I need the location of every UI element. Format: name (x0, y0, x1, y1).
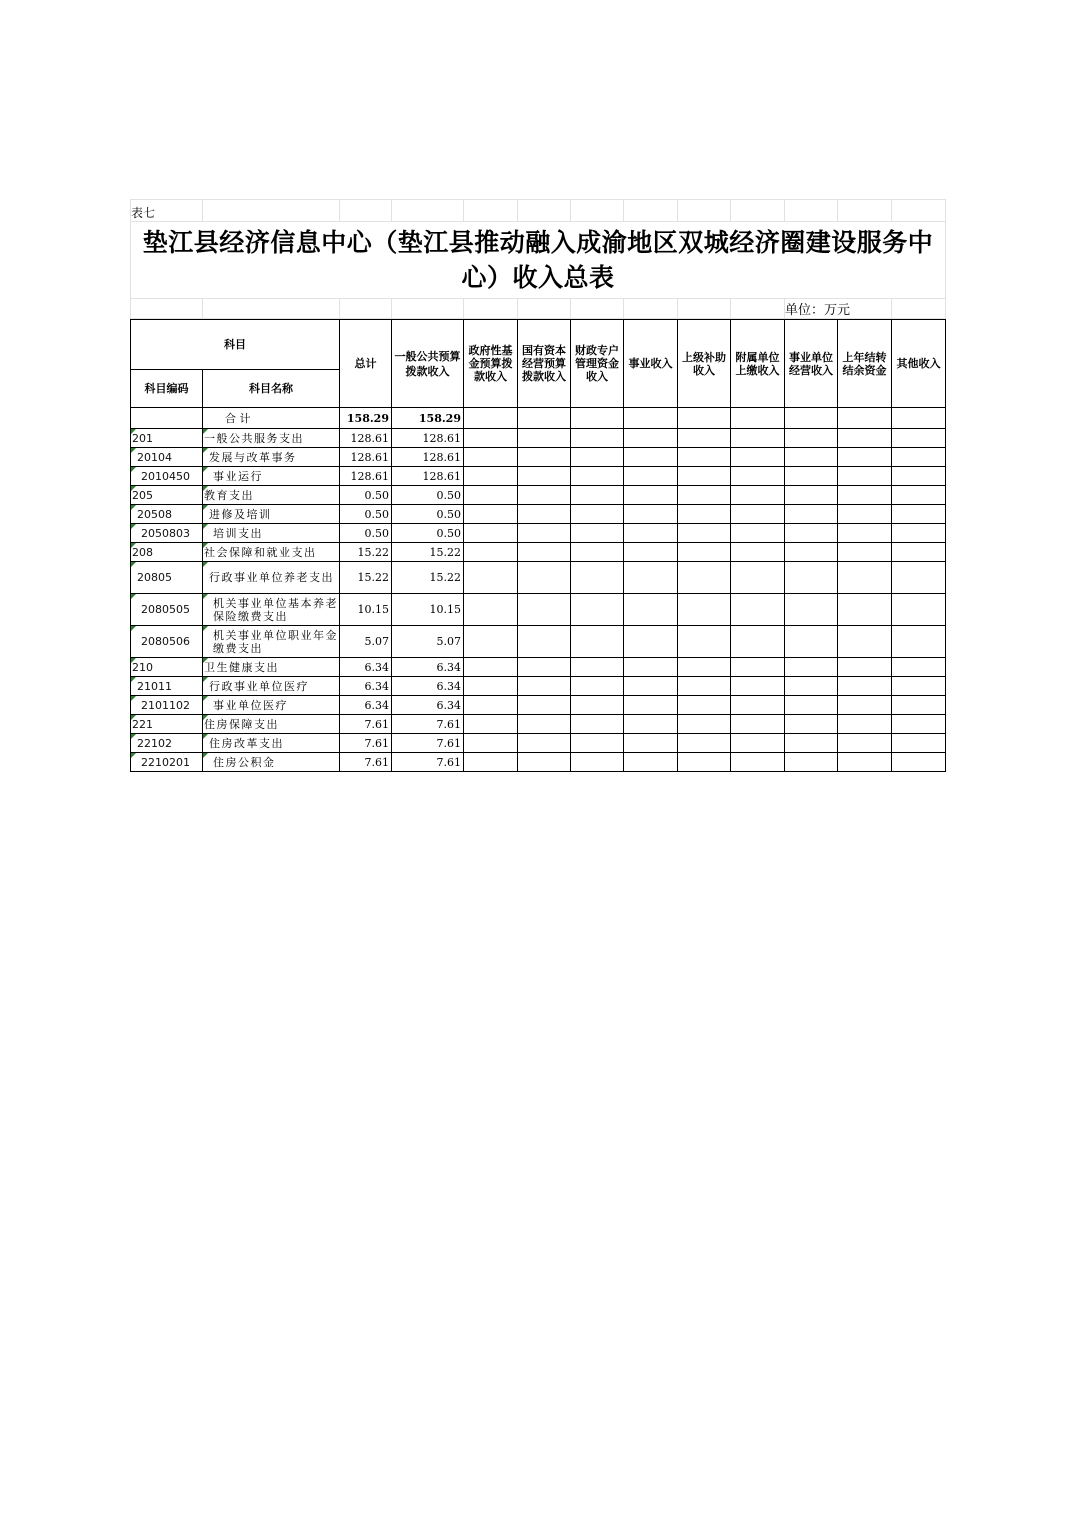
row-code: 2210201 (131, 753, 203, 772)
row-empty-cell (518, 562, 571, 594)
row-empty-cell (571, 524, 624, 543)
row-empty-cell (892, 753, 946, 772)
row-empty-cell (731, 562, 785, 594)
row-code: 2080506 (131, 626, 203, 658)
row-general: 5.07 (392, 626, 464, 658)
row-empty-cell (518, 486, 571, 505)
row-empty-cell (785, 696, 838, 715)
row-code: 205 (131, 486, 203, 505)
row-empty-cell (678, 543, 731, 562)
row-general: 6.34 (392, 658, 464, 677)
row-name: 机关事业单位职业年金缴费支出 (203, 626, 340, 658)
row-empty-cell (785, 658, 838, 677)
row-empty-cell (571, 696, 624, 715)
row-empty-cell (678, 696, 731, 715)
row-empty-cell (678, 467, 731, 486)
row-empty-cell (892, 734, 946, 753)
row-empty-cell (624, 505, 678, 524)
row-code: 2101102 (131, 696, 203, 715)
row-empty-cell (785, 594, 838, 626)
row-empty-cell (892, 715, 946, 734)
row-general: 6.34 (392, 677, 464, 696)
row-empty-cell (678, 658, 731, 677)
header-subject-code: 科目编码 (131, 370, 203, 408)
row-empty-cell (838, 562, 892, 594)
total-general: 158.29 (392, 408, 464, 429)
row-empty-cell (785, 626, 838, 658)
row-empty-cell (571, 734, 624, 753)
row-empty-cell (571, 562, 624, 594)
row-empty-cell (785, 486, 838, 505)
row-total: 128.61 (340, 467, 392, 486)
row-empty-cell (464, 429, 518, 448)
row-empty-cell (464, 594, 518, 626)
row-general: 15.22 (392, 562, 464, 594)
table-row (131, 543, 946, 562)
row-empty-cell (892, 562, 946, 594)
row-empty-cell (785, 448, 838, 467)
table-row (131, 429, 946, 448)
row-empty-cell (678, 715, 731, 734)
row-empty-cell (571, 594, 624, 626)
row-name: 住房保障支出 (203, 715, 340, 734)
row-empty-cell (518, 715, 571, 734)
row-empty-cell (571, 753, 624, 772)
row-empty-cell (892, 543, 946, 562)
row-name: 住房公积金 (203, 753, 340, 772)
row-empty-cell (892, 658, 946, 677)
table-row (131, 448, 946, 467)
row-empty-cell (838, 505, 892, 524)
row-empty-cell (518, 505, 571, 524)
row-empty-cell (838, 696, 892, 715)
row-empty-cell (571, 626, 624, 658)
row-empty-cell (838, 715, 892, 734)
row-empty-cell (624, 753, 678, 772)
row-empty-cell (731, 543, 785, 562)
row-empty-cell (518, 658, 571, 677)
row-total: 7.61 (340, 715, 392, 734)
header-subject-name: 科目名称 (203, 370, 340, 408)
row-empty-cell (624, 715, 678, 734)
row-empty-cell (624, 429, 678, 448)
row-empty-cell (464, 543, 518, 562)
row-empty-cell (785, 429, 838, 448)
row-empty-cell (571, 505, 624, 524)
row-empty-cell (785, 467, 838, 486)
row-empty-cell (678, 448, 731, 467)
table-title: 垫江县经济信息中心（垫江县推动融入成渝地区双城经济圈建设服务中心）收入总表 (131, 222, 946, 299)
row-name: 住房改革支出 (203, 734, 340, 753)
row-empty-cell (785, 524, 838, 543)
row-empty-cell (785, 753, 838, 772)
row-general: 7.61 (392, 734, 464, 753)
row-empty-cell (518, 429, 571, 448)
row-empty-cell (464, 734, 518, 753)
row-empty-cell (624, 467, 678, 486)
row-empty-cell (464, 715, 518, 734)
row-empty-cell (785, 734, 838, 753)
row-name: 培训支出 (203, 524, 340, 543)
row-total: 0.50 (340, 486, 392, 505)
row-empty-cell (838, 467, 892, 486)
row-empty-cell (518, 594, 571, 626)
row-empty-cell (624, 562, 678, 594)
table-row (131, 524, 946, 543)
header-gov-fund: 政府性基金预算拨款收入 (464, 320, 518, 408)
row-empty-cell (731, 696, 785, 715)
header-unit-operation: 事业单位经营收入 (785, 320, 838, 408)
row-empty-cell (571, 467, 624, 486)
row-empty-cell (785, 543, 838, 562)
row-empty-cell (571, 486, 624, 505)
row-empty-cell (731, 715, 785, 734)
row-empty-cell (624, 543, 678, 562)
row-empty-cell (838, 753, 892, 772)
row-empty-cell (838, 524, 892, 543)
row-empty-cell (838, 734, 892, 753)
row-code: 201 (131, 429, 203, 448)
row-name: 行政事业单位医疗 (203, 677, 340, 696)
income-table (130, 319, 946, 772)
row-total: 5.07 (340, 626, 392, 658)
row-general: 0.50 (392, 505, 464, 524)
row-general: 128.61 (392, 467, 464, 486)
row-name: 行政事业单位养老支出 (203, 562, 340, 594)
row-empty-cell (571, 543, 624, 562)
row-empty-cell (678, 562, 731, 594)
header-affiliated-unit: 附属单位上缴收入 (731, 320, 785, 408)
row-general: 0.50 (392, 524, 464, 543)
row-empty-cell (518, 524, 571, 543)
row-total: 6.34 (340, 677, 392, 696)
row-code: 210 (131, 658, 203, 677)
row-empty-cell (731, 486, 785, 505)
row-empty-cell (571, 448, 624, 467)
row-general: 0.50 (392, 486, 464, 505)
row-general: 7.61 (392, 715, 464, 734)
table-row (131, 734, 946, 753)
row-empty-cell (892, 429, 946, 448)
row-empty-cell (838, 543, 892, 562)
row-total: 128.61 (340, 448, 392, 467)
row-code: 20805 (131, 562, 203, 594)
row-empty-cell (892, 524, 946, 543)
row-empty-cell (518, 677, 571, 696)
total-total: 158.29 (340, 408, 392, 429)
row-empty-cell (464, 677, 518, 696)
row-empty-cell (624, 734, 678, 753)
row-total: 15.22 (340, 562, 392, 594)
row-empty-cell (571, 658, 624, 677)
row-empty-cell (731, 658, 785, 677)
header-business-income: 事业收入 (624, 320, 678, 408)
table-row (131, 753, 946, 772)
row-empty-cell (571, 715, 624, 734)
row-empty-cell (785, 677, 838, 696)
row-total: 7.61 (340, 734, 392, 753)
row-code: 2050803 (131, 524, 203, 543)
total-label: 合 计 (203, 408, 340, 429)
table-row (131, 658, 946, 677)
row-empty-cell (678, 753, 731, 772)
row-code: 22102 (131, 734, 203, 753)
table-row (131, 626, 946, 658)
row-empty-cell (678, 505, 731, 524)
row-empty-cell (518, 467, 571, 486)
row-empty-cell (892, 448, 946, 467)
row-name: 发展与改革事务 (203, 448, 340, 467)
table-row (131, 594, 946, 626)
header-fiscal-account: 财政专户管理资金收入 (571, 320, 624, 408)
row-empty-cell (838, 677, 892, 696)
row-empty-cell (838, 429, 892, 448)
row-empty-cell (518, 696, 571, 715)
row-code: 21011 (131, 677, 203, 696)
row-total: 15.22 (340, 543, 392, 562)
row-general: 6.34 (392, 696, 464, 715)
row-empty-cell (785, 505, 838, 524)
row-empty-cell (624, 677, 678, 696)
header-total: 总计 (340, 320, 392, 408)
table-row (131, 715, 946, 734)
row-code: 2010450 (131, 467, 203, 486)
row-empty-cell (464, 524, 518, 543)
row-empty-cell (464, 467, 518, 486)
row-total: 0.50 (340, 524, 392, 543)
row-empty-cell (571, 429, 624, 448)
row-general: 128.61 (392, 429, 464, 448)
row-code: 20104 (131, 448, 203, 467)
row-empty-cell (624, 448, 678, 467)
row-empty-cell (464, 486, 518, 505)
row-empty-cell (731, 467, 785, 486)
row-empty-cell (892, 486, 946, 505)
row-empty-cell (731, 626, 785, 658)
row-empty-cell (624, 658, 678, 677)
row-empty-cell (464, 448, 518, 467)
row-total: 6.34 (340, 696, 392, 715)
row-empty-cell (892, 696, 946, 715)
row-code: 208 (131, 543, 203, 562)
row-empty-cell (518, 626, 571, 658)
table-row (131, 696, 946, 715)
row-empty-cell (518, 753, 571, 772)
row-empty-cell (731, 734, 785, 753)
row-empty-cell (731, 429, 785, 448)
row-empty-cell (892, 505, 946, 524)
row-empty-cell (624, 524, 678, 543)
row-code: 20508 (131, 505, 203, 524)
row-name: 事业运行 (203, 467, 340, 486)
row-empty-cell (785, 562, 838, 594)
row-empty-cell (731, 677, 785, 696)
row-general: 10.15 (392, 594, 464, 626)
sheet-label: 表七 (131, 200, 203, 222)
row-empty-cell (892, 626, 946, 658)
table-row (131, 677, 946, 696)
row-code: 2080505 (131, 594, 203, 626)
header-subject-group: 科目 (131, 320, 340, 370)
table-row (131, 467, 946, 486)
row-name: 进修及培训 (203, 505, 340, 524)
row-empty-cell (464, 505, 518, 524)
row-name: 教育支出 (203, 486, 340, 505)
row-empty-cell (624, 696, 678, 715)
row-total: 128.61 (340, 429, 392, 448)
row-code: 221 (131, 715, 203, 734)
row-empty-cell (731, 594, 785, 626)
row-name: 卫生健康支出 (203, 658, 340, 677)
row-empty-cell (571, 677, 624, 696)
row-total: 7.61 (340, 753, 392, 772)
table-row (131, 562, 946, 594)
row-empty-cell (731, 505, 785, 524)
row-empty-cell (731, 753, 785, 772)
row-empty-cell (892, 467, 946, 486)
row-general: 7.61 (392, 753, 464, 772)
table-row (131, 486, 946, 505)
row-empty-cell (464, 626, 518, 658)
row-general: 15.22 (392, 543, 464, 562)
row-total: 0.50 (340, 505, 392, 524)
row-empty-cell (731, 524, 785, 543)
row-empty-cell (624, 626, 678, 658)
row-empty-cell (678, 486, 731, 505)
row-empty-cell (892, 594, 946, 626)
row-empty-cell (624, 486, 678, 505)
row-empty-cell (785, 715, 838, 734)
header-general-budget: 一般公共预算拨款收入 (392, 320, 464, 408)
total-row (131, 408, 946, 429)
row-empty-cell (678, 677, 731, 696)
row-empty-cell (464, 753, 518, 772)
row-empty-cell (518, 734, 571, 753)
row-empty-cell (838, 658, 892, 677)
row-general: 128.61 (392, 448, 464, 467)
row-empty-cell (518, 543, 571, 562)
row-empty-cell (624, 594, 678, 626)
header-state-capital: 国有资本经营预算拨款收入 (518, 320, 571, 408)
row-name: 一般公共服务支出 (203, 429, 340, 448)
row-empty-cell (838, 594, 892, 626)
row-empty-cell (678, 594, 731, 626)
header-other-income: 其他收入 (892, 320, 946, 408)
row-name: 事业单位医疗 (203, 696, 340, 715)
table-row (131, 505, 946, 524)
row-empty-cell (464, 696, 518, 715)
header-carryover: 上年结转结余资金 (838, 320, 892, 408)
row-empty-cell (518, 448, 571, 467)
income-summary-sheet (130, 199, 945, 772)
row-total: 10.15 (340, 594, 392, 626)
row-total: 6.34 (340, 658, 392, 677)
row-empty-cell (838, 626, 892, 658)
sheet-top-grid (130, 199, 946, 319)
row-empty-cell (678, 626, 731, 658)
unit-label: 单位：万元 (785, 299, 892, 319)
row-name: 社会保障和就业支出 (203, 543, 340, 562)
row-empty-cell (464, 658, 518, 677)
row-empty-cell (838, 486, 892, 505)
row-name: 机关事业单位基本养老保险缴费支出 (203, 594, 340, 626)
header-superior-subsidy: 上级补助收入 (678, 320, 731, 408)
row-empty-cell (678, 524, 731, 543)
row-empty-cell (678, 734, 731, 753)
row-empty-cell (464, 562, 518, 594)
row-empty-cell (892, 677, 946, 696)
row-empty-cell (838, 448, 892, 467)
row-empty-cell (731, 448, 785, 467)
row-empty-cell (678, 429, 731, 448)
